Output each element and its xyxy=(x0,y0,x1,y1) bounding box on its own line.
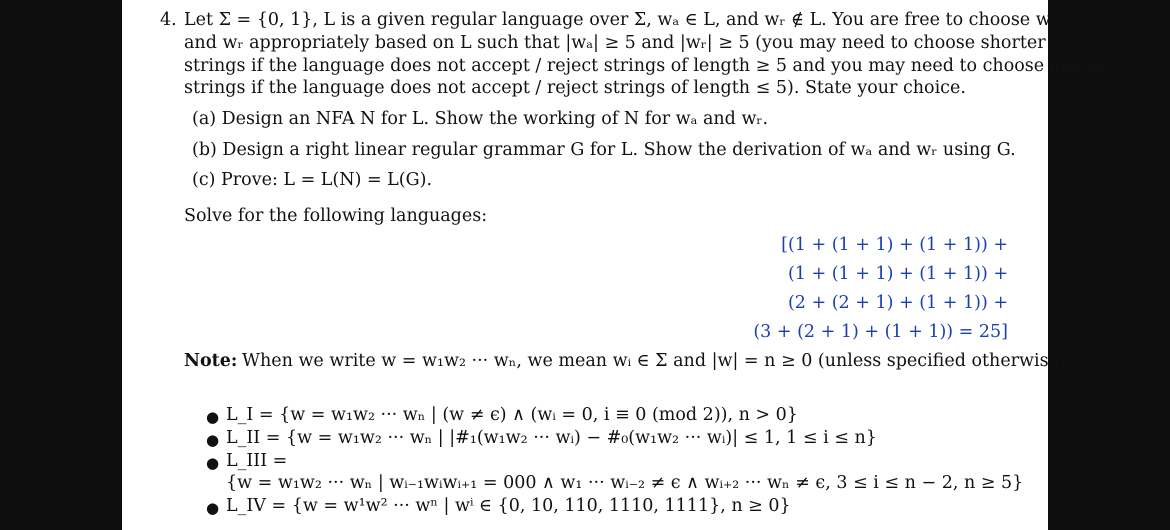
intro-line-3: strings if the language does not accept / reject strings of length ≥ 5 and you may need to choose longer xyxy=(184,56,1108,76)
intro-line-4: strings if the language does not accept / reject strings of length ≤ 5). State your choice. xyxy=(184,78,966,98)
part-b: (b) Design a right linear regular grammar G for L. Show the derivation of wₐ and wᵣ using G. xyxy=(192,140,1016,160)
language-3-label: L_III = xyxy=(226,451,288,471)
marks-line-2: (1 + (1 + 1) + (1 + 1)) + xyxy=(787,264,1008,284)
bullet-icon: ● xyxy=(206,499,220,517)
language-1: L_I = {w = w₁w₂ ··· wₙ | (w ≠ ϵ) ∧ (wᵢ = 0, i ≡ 0 (mod 2)), n > 0} xyxy=(226,405,798,425)
language-3-definition: {w = w₁w₂ ··· wₙ | wᵢ₋₁wᵢwᵢ₊₁ = 000 ∧ w₁ ··· wᵢ₋₂ ≠ ϵ ∧ wᵢ₊₂ ··· wₙ ≠ ϵ, 3 ≤ i ≤ n − 2, n ≥ 5} xyxy=(226,473,1024,493)
bullet-icon: ● xyxy=(206,408,220,426)
question-number: 4. xyxy=(160,10,177,30)
language-4: L_IV = {w = w¹w² ··· wⁿ | wⁱ ∈ {0, 10, 110, 1110, 1111}, n ≥ 0} xyxy=(226,496,791,516)
bullet-icon: ● xyxy=(206,454,220,472)
part-a: (a) Design an NFA N for L. Show the working of N for wₐ and wᵣ. xyxy=(192,109,769,129)
bullet-icon: ● xyxy=(206,431,220,449)
note-label: Note: xyxy=(184,351,238,371)
marks-line-3: (2 + (2 + 1) + (1 + 1)) + xyxy=(787,293,1008,313)
intro-line-2: and wᵣ appropriately based on L such that |wₐ| ≥ 5 and |wᵣ| ≥ 5 (you may need to choose shorter xyxy=(184,33,1046,53)
document-page xyxy=(122,0,1108,530)
marks-line-4: (3 + (2 + 1) + (1 + 1)) = 25] xyxy=(753,322,1008,342)
solve-text: Solve for the following languages: xyxy=(184,206,488,226)
intro-line-1: Let Σ = {0, 1}, L is a given regular language over Σ, wₐ ∈ L, and wᵣ ∉ L. You are free to choose wₐ xyxy=(184,10,1058,30)
marks-line-1: [(1 + (1 + 1) + (1 + 1)) + xyxy=(781,235,1008,255)
part-c: (c) Prove: L = L(N) = L(G). xyxy=(192,170,433,190)
language-2: L_II = {w = w₁w₂ ··· wₙ | |#₁(w₁w₂ ··· wᵢ) − #₀(w₁w₂ ··· wᵢ)| ≤ 1, 1 ≤ i ≤ n} xyxy=(226,428,877,448)
note-text: When we write w = w₁w₂ ··· wₙ, we mean wᵢ ∈ Σ and |w| = n ≥ 0 (unless specified otherwise). xyxy=(242,351,1072,371)
